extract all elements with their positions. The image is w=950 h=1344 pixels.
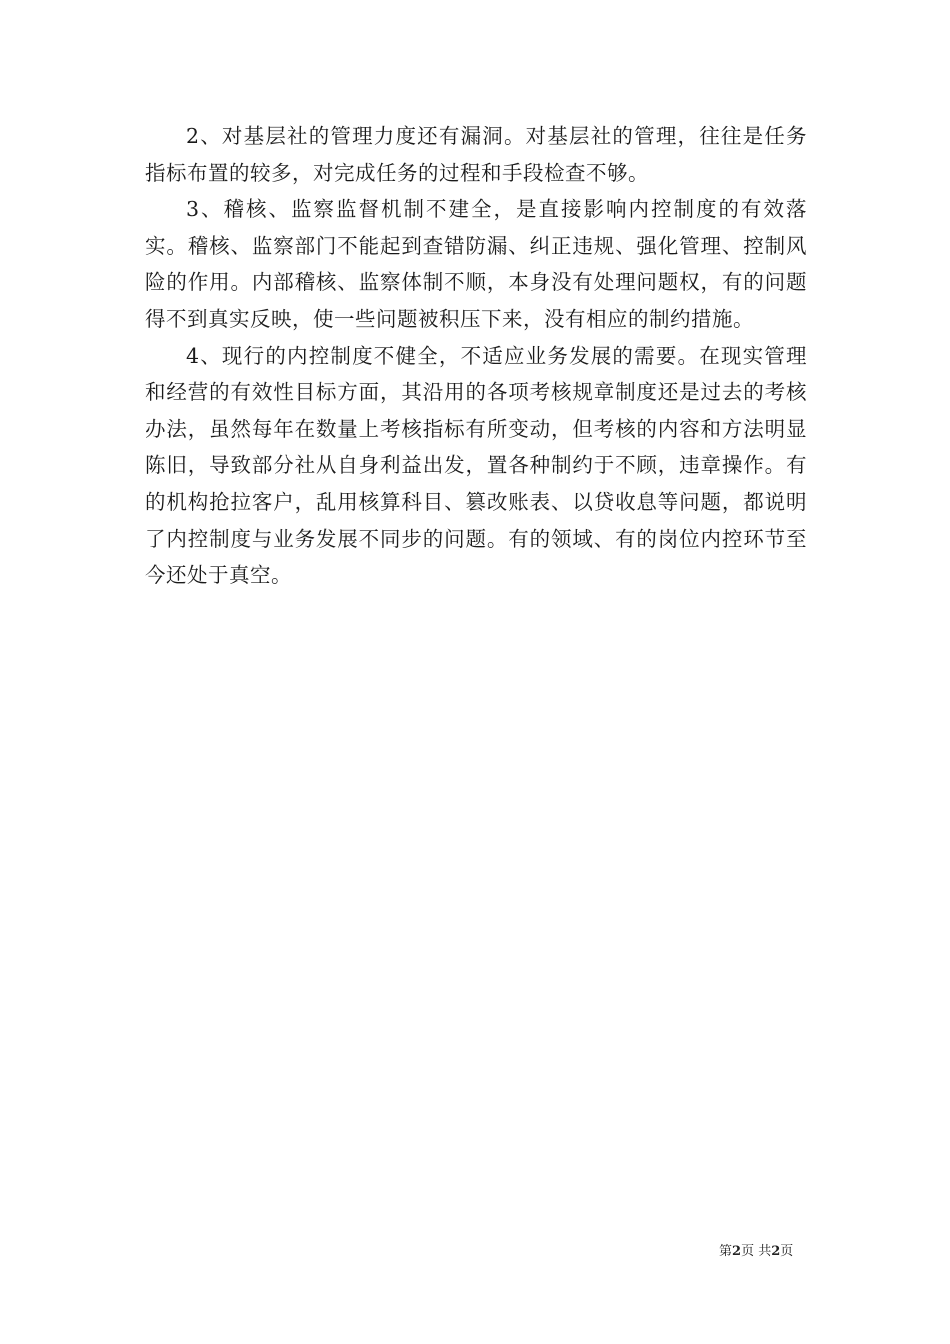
footer-middle: 页 共: [741, 1244, 772, 1259]
page-footer: [719, 1244, 793, 1260]
footer-prefix: 第: [719, 1244, 733, 1259]
paragraph-item-2: 2、对基层社的管理力度还有漏洞。对基层社的管理，往往是任务指标布置的较多，对完成任务的过程和手段检查不够。: [145, 124, 807, 185]
footer-current-page: 2: [732, 1244, 742, 1259]
paragraph-item-3: 3、稽核、监察监督机制不建全，是直接影响内控制度的有效落实。稽核、监察部门不能起到查错防漏、纠正违规、强化管理、控制风险的作用。内部稽核、监察体制不顺，本身没有处理问题权，有的问题得不到真实反映，使一些问题被积压下来，没有相应的制约措施。: [145, 197, 807, 331]
footer-total-pages: 2: [771, 1244, 781, 1259]
footer-suffix: 页: [780, 1244, 794, 1259]
paragraph-item-4: 4、现行的内控制度不健全，不适应业务发展的需要。在现实管理和经营的有效性目标方面，其沿用的各项考核规章制度还是过去的考核办法，虽然每年在数量上考核指标有所变动，但考核的内容和方法明显陈旧，导致部分社从自身利益出发，置各种制约于不顾，违章操作。有的机构抢拉客户，乱用核算科目、篡改账表、以贷收息等问题，都说明了内控制度与业务发展不同步的问题。有的领域、有的岗位内控环节至今还处于真空。: [145, 343, 807, 588]
document-body: [145, 118, 807, 594]
